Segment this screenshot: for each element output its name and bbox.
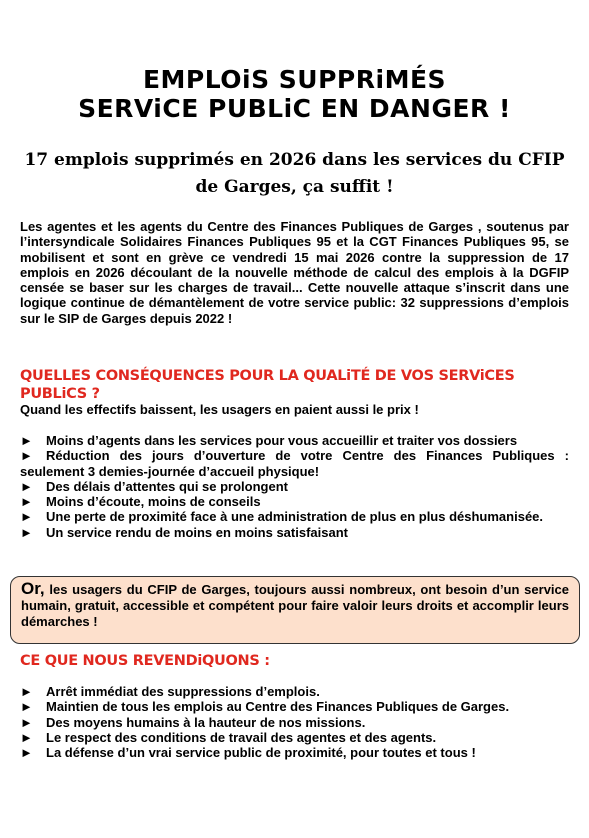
callout-text: les usagers du CFIP de Garges, toujours aussi nombreux, ont besoin d’un service humain, gratuit, accessible et compétent pour faire valoir leurs droits et accomplir leurs démarches ! (21, 582, 569, 629)
subtitle-line-2: de Garges, ça suffit ! (195, 177, 394, 197)
callout-box (10, 576, 580, 644)
section-demands-heading: CE QUE NOUS REVENDiQUONS : (20, 653, 270, 669)
title-line-1: EMPLOiS SUPPRiMÉS (142, 65, 447, 94)
list-item: ► La défense d’un vrai service public de proximité, pour toutes et tous ! (20, 745, 476, 761)
title-line-2: SERViCE PUBLiC EN DANGER ! (78, 94, 511, 123)
list-item: ► Des délais d’attentes qui se prolongent (20, 478, 288, 494)
arrow-bullet-icon: ► (20, 433, 33, 448)
arrow-bullet-icon: ► (20, 478, 33, 494)
arrow-bullet-icon: ► (20, 714, 33, 730)
callout-lead-word: Or, (21, 579, 45, 598)
list-item: ► Un service rendu de moins en moins satisfaisant (20, 524, 348, 540)
arrow-bullet-icon: ► (20, 699, 33, 715)
list-item: ► Arrêt immédiat des suppressions d’emplois. (20, 684, 320, 699)
arrow-bullet-icon: ► (20, 509, 33, 525)
arrow-bullet-icon: ► (20, 729, 33, 745)
list-item: ► Le respect des conditions de travail des agentes et des agents. (20, 729, 437, 745)
arrow-bullet-icon: ► (20, 448, 33, 464)
list-item: ► Maintien de tous les emplois au Centre des Finances Publiques de Garges. (20, 699, 510, 715)
arrow-bullet-icon: ► (20, 494, 33, 510)
arrow-bullet-icon: ► (20, 524, 33, 540)
list-item: ► Réduction des jours d’ouverture de votre Centre des Finances Publiques : seulement 3 demies-journée d’accueil physique! (20, 448, 569, 479)
subtitle (20, 147, 569, 201)
intro-paragraph: Les agentes et les agents du Centre des Finances Publiques de Garges , soutenus par l’intersyndicale Solidaires Finances Publiques 95 et la CGT Finances Publiques 95, se mobilisent et sont en grève ce vendredi 15 mai 2026 contre la suppression de 17 emplois en 2026 découlant de la nouvelle méthode de calcul des emplois à la DGFIP censée se baser sur les charges de travail... Cette nouvelle attaque s’inscrit dans une logique continue de démantèlement de votre service public: 32 suppressions d’emplois sur le SIP de Garges depuis 2022 ! (20, 219, 569, 326)
arrow-bullet-icon: ► (20, 745, 33, 761)
consequences-list (20, 433, 569, 540)
demands-list (20, 684, 569, 760)
arrow-bullet-icon: ► (20, 684, 33, 699)
list-item: ► Moins d’écoute, moins de conseils (20, 494, 261, 510)
section-consequences-heading: QUELLES CONSÉQUENCES POUR LA QUALiTÉ DE VOS SERViCES PUBLiCS ? (20, 368, 515, 402)
list-item: ► Moins d’agents dans les services pour vous accueillir et traiter vos dossiers (20, 433, 518, 448)
list-item: ► Une perte de proximité face à une administration de plus en plus déshumanisée. (20, 509, 544, 525)
subtitle-line-1: 17 emplois supprimés en 2026 dans les services du CFIP (24, 150, 565, 170)
section-consequences-lead: Quand les effectifs baissent, les usagers en paient aussi le prix ! (20, 402, 419, 417)
list-item: ► Des moyens humains à la hauteur de nos missions. (20, 714, 366, 730)
